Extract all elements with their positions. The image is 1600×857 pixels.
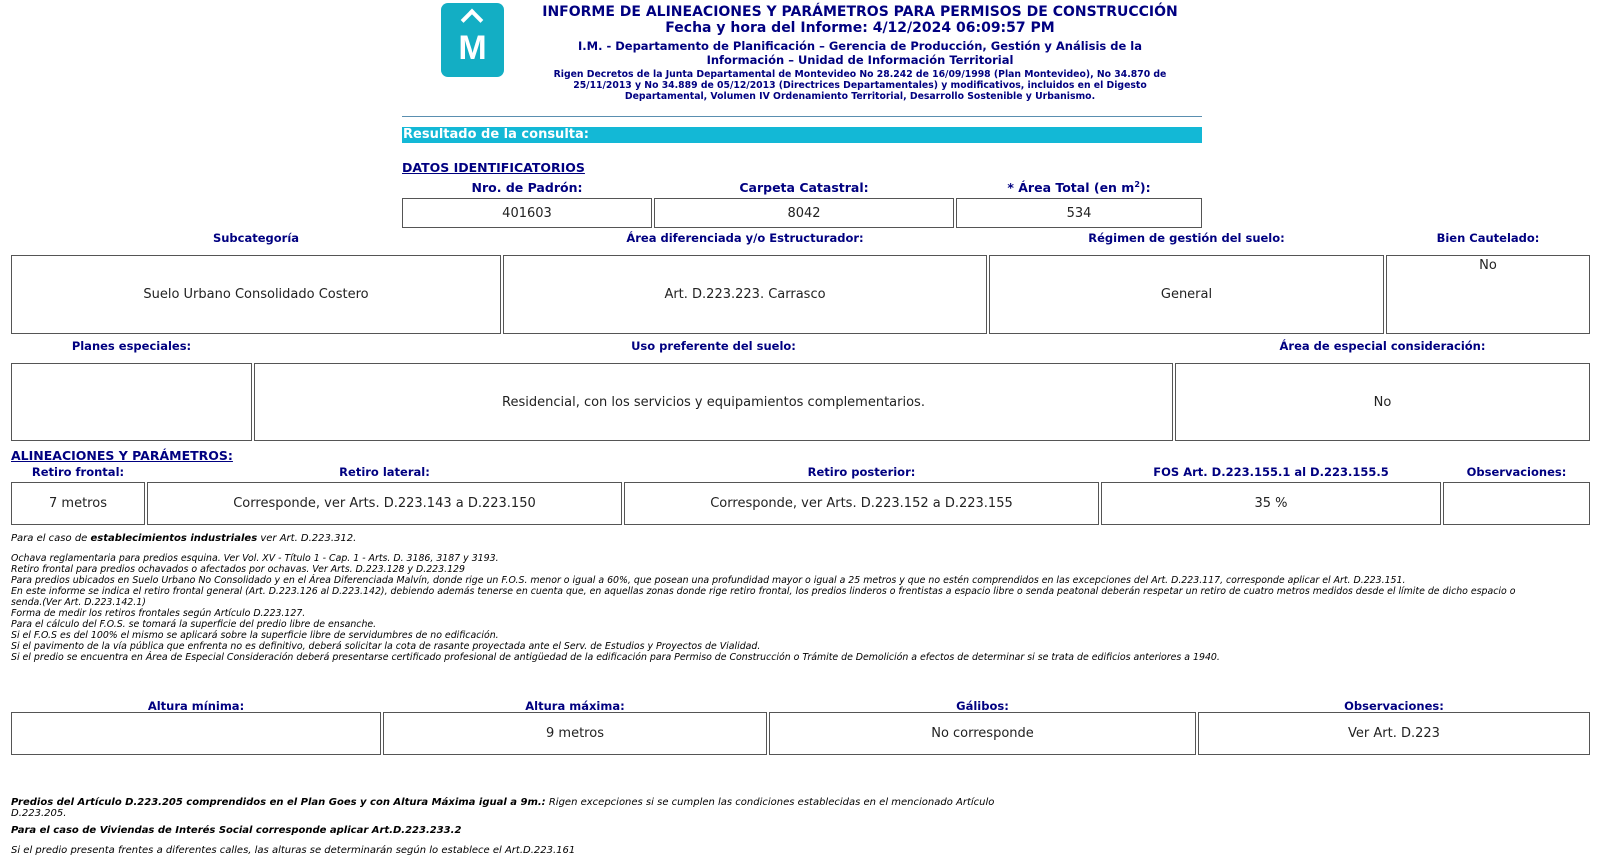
report-title: INFORME DE ALINEACIONES Y PARÁMETROS PARA PERMISOS DE CONSTRUCCIÓN bbox=[542, 4, 1178, 20]
bien-cautelado-value: No bbox=[1386, 255, 1590, 334]
subcategoria-value: Suelo Urbano Consolidado Costero bbox=[11, 255, 501, 334]
retiro-lateral-value: Corresponde, ver Arts. D.223.143 a D.223.150 bbox=[147, 482, 622, 525]
decree-line-3: Departamental, Volumen IV Ordenamiento Territorial, Desarrollo Sostenible y Urbanismo. bbox=[624, 91, 1096, 102]
observaciones-alturas-value: Ver Art. D.223 bbox=[1198, 712, 1590, 755]
note-line: Si el predio se encuentra en Área de Especial Consideración deberá presentarse certificado profesional de antigüedad de la edificación para Permiso de Construcción o Trámite de Demolición a efectos de determinar si se trata de edificios anteriores a 1940. bbox=[11, 652, 1220, 663]
note-industrial: Para el caso de establecimientos industriales ver Art. D.223.312. bbox=[11, 533, 357, 544]
logo-letter: M bbox=[458, 29, 487, 67]
note-line: En este informe se indica el retiro frontal general (Art. D.223.126 al D.223.142), debiendo además tenerse en cuenta que, en aquellas zonas donde rige retiro frontal, los predios linderos o frentistas a espacio libre o senda peatonal deberán respetar un retiro de cuatro metros medidos desde el límite de dicho espacio o bbox=[11, 586, 1516, 597]
retiro-lateral-label: Retiro lateral: bbox=[339, 465, 430, 479]
note-line: Para el cálculo del F.O.S. se tomará la superficie del predio libre de ensanche. bbox=[11, 619, 377, 630]
area-diferenciada-value: Art. D.223.223. Carrasco bbox=[503, 255, 987, 334]
dept-line-2: Información – Unidad de Información Territorial bbox=[706, 53, 1014, 67]
note-frentes: Si el predio presenta frentes a diferentes calles, las alturas se determinarán según lo establece el Art.D.223.161 bbox=[11, 845, 576, 856]
regimen-value: General bbox=[989, 255, 1384, 334]
area-total-label: * Área Total (en $m^2$): bbox=[1007, 180, 1151, 196]
result-bar: Resultado de la consulta: bbox=[402, 127, 1202, 143]
especial-consideracion-value: No bbox=[1175, 363, 1590, 441]
galibos-value: No corresponde bbox=[769, 712, 1196, 755]
carpeta-value: 8042 bbox=[654, 198, 954, 228]
note-line: Si el F.O.S es del 100% el mismo se aplicará sobre la superficie libre de servidumbres de no edificación. bbox=[11, 630, 499, 641]
altura-minima-label: Altura mínima: bbox=[147, 699, 245, 713]
section-datos-identificatorios: DATOS IDENTIFICATORIOS bbox=[402, 160, 585, 175]
decree-line-2: 25/11/2013 y No 34.889 de 05/12/2013 (Directrices Departamentales) y modificativos, incluidos en el Digesto bbox=[573, 80, 1147, 91]
note-line: senda.(Ver Art. D.223.142.1) bbox=[11, 597, 146, 608]
report-datetime: Fecha y hora del Informe: 4/12/2024 06:09:57 PM bbox=[665, 20, 1055, 36]
header-divider bbox=[402, 116, 1202, 117]
padron-value: 401603 bbox=[402, 198, 652, 228]
retiro-posterior-value: Corresponde, ver Arts. D.223.152 a D.223.155 bbox=[624, 482, 1099, 525]
fos-value: 35 % bbox=[1101, 482, 1441, 525]
section-alineaciones: ALINEACIONES Y PARÁMETROS: bbox=[11, 448, 233, 463]
fos-label: FOS Art. D.223.155.1 al D.223.155.5 bbox=[1153, 465, 1389, 479]
uso-preferente-value: Residencial, con los servicios y equipamientos complementarios. bbox=[254, 363, 1173, 441]
area-diferenciada-label: Área diferenciada y/o Estructurador: bbox=[626, 231, 864, 245]
galibos-label: Gálibos: bbox=[956, 699, 1009, 713]
carpeta-label: Carpeta Catastral: bbox=[739, 180, 869, 195]
note-line: Para predios ubicados en Suelo Urbano No Consolidado y en el Área Diferenciada Malvín, donde rige un F.O.S. menor o igual a 60%, que posean una profundidad mayor o igual a 25 metros y que no estén comprendidos en las excepciones del Art. D.223.117, corresponde aplicar el Art. D.223.151. bbox=[11, 575, 1406, 586]
especial-consideracion-label: Área de especial consideración: bbox=[1279, 339, 1486, 353]
im-logo bbox=[441, 3, 504, 77]
decree-line-1: Rigen Decretos de la Junta Departamental de Montevideo No 28.242 de 16/09/1998 (Plan Montevideo), No 34.870 de bbox=[553, 69, 1167, 80]
note-line: Forma de medir los retiros frontales según Artículo D.223.127. bbox=[11, 608, 306, 619]
retiro-frontal-value: 7 metros bbox=[11, 482, 145, 525]
uso-preferente-label: Uso preferente del suelo: bbox=[631, 339, 796, 353]
regimen-label: Régimen de gestión del suelo: bbox=[1088, 231, 1285, 245]
note-line: Si el pavimento de la vía pública que enfrenta no es definitivo, deberá solicitar la cota de rasante proyectada ante el Serv. de Estudios y Proyectos de Vialidad. bbox=[11, 641, 761, 652]
bien-cautelado-label: Bien Cautelado: bbox=[1436, 231, 1540, 245]
note-plan-goes-cont: D.223.205. bbox=[11, 808, 67, 819]
retiro-posterior-label: Retiro posterior: bbox=[807, 465, 916, 479]
note-line: Ochava reglamentaria para predios esquina. Ver Vol. XV - Título 1 - Cap. 1 - Arts. D. 3186, 3187 y 3193. bbox=[11, 553, 499, 564]
planes-especiales-label: Planes especiales: bbox=[71, 339, 192, 353]
observaciones-alturas-label: Observaciones: bbox=[1344, 699, 1444, 713]
note-vivienda-social: Para el caso de Viviendas de Interés Social corresponde aplicar Art.D.223.233.2 bbox=[11, 825, 462, 836]
planes-especiales-value bbox=[11, 363, 252, 441]
dept-line-1: I.M. - Departamento de Planificación – Gerencia de Producción, Gestión y Análisis de la bbox=[577, 39, 1142, 53]
altura-minima-value bbox=[11, 712, 381, 755]
retiro-frontal-label: Retiro frontal: bbox=[31, 465, 125, 479]
observaciones-params-value bbox=[1443, 482, 1590, 525]
note-line: Retiro frontal para predios ochavados o afectados por ochavas. Ver Arts. D.223.128 y D.223.129 bbox=[11, 564, 465, 575]
altura-maxima-value: 9 metros bbox=[383, 712, 767, 755]
area-total-value: 534 bbox=[956, 198, 1202, 228]
note-plan-goes: Predios del Artículo D.223.205 comprendidos en el Plan Goes y con Altura Máxima igual a 9m.: Rigen excepciones si se cumplen las condiciones establecidas en el mencionado Artículo bbox=[11, 797, 995, 808]
altura-maxima-label: Altura máxima: bbox=[525, 699, 625, 713]
padron-label: Nro. de Padrón: bbox=[471, 180, 583, 195]
observaciones-params-label: Observaciones: bbox=[1466, 465, 1567, 479]
subcategoria-label: Subcategoría bbox=[212, 231, 300, 245]
logo-hat-icon bbox=[461, 9, 484, 32]
